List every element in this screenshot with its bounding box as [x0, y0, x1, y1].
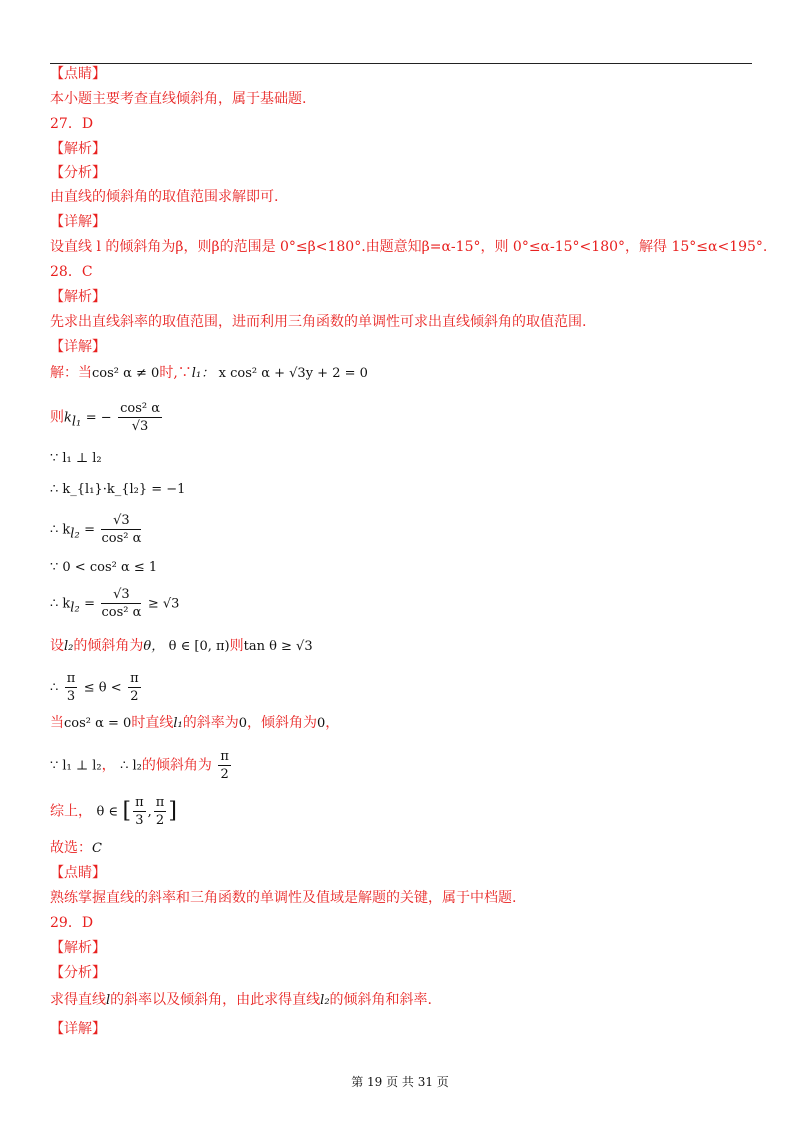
fraction: [118, 400, 162, 435]
math-expr: θ ∈ [0, π): [168, 639, 230, 654]
header-rule: [50, 63, 752, 64]
denominator: 2: [130, 689, 139, 704]
denominator: 2: [220, 767, 229, 782]
question-number: 27．D: [50, 116, 94, 132]
section-heading: 【点睛】: [50, 865, 106, 881]
math-line: [50, 400, 164, 435]
text-span: 综上，: [50, 803, 92, 820]
numerator: √3: [101, 512, 141, 530]
math-line: [50, 748, 233, 783]
math-expr: C: [92, 841, 102, 856]
text-line: 先求出直线斜率的取值范围，进而利用三角函数的单调性可求出直线倾斜角的取值范围.: [50, 314, 587, 330]
text-line: 熟练掌握直线的斜率和三角函数的单调性及值域是解题的关键，属于中档题.: [50, 890, 517, 906]
section-heading: 【详解】: [50, 339, 106, 355]
text-span: 设: [50, 638, 64, 654]
denominator: 3: [66, 689, 76, 704]
text-span: 的斜率以及倾斜角，由此求得直线: [110, 992, 321, 1008]
question-number: 28．C: [50, 264, 93, 280]
numerator: π: [130, 671, 139, 686]
math-expr: =: [84, 596, 96, 612]
fraction: [65, 670, 78, 705]
section-heading: 【分析】: [50, 165, 106, 181]
text-line: [50, 990, 432, 1011]
fraction: [101, 586, 141, 621]
numerator: π: [155, 795, 165, 810]
fraction: [133, 794, 146, 829]
math-expr: ∴ k: [50, 522, 71, 538]
text-line: 本小题主要考查直线倾斜角，属于基础题.: [50, 91, 307, 107]
math-expr: l: [106, 993, 111, 1008]
fraction: [101, 512, 141, 547]
math-expr: l₂: [320, 993, 330, 1008]
math-expr: cos² α ≠ 0: [92, 366, 160, 381]
fraction: [128, 670, 141, 705]
text-span: 时,∵: [159, 365, 192, 381]
math-expr: tan θ ≥ √3: [243, 639, 313, 654]
fraction: [218, 748, 231, 783]
math-line: [50, 794, 177, 829]
math-expr: ∴: [50, 680, 59, 696]
page-footer: 第 19 页 共 31 页: [351, 1075, 449, 1089]
math-expr: ∵ l₁ ⊥ l₂: [50, 758, 102, 774]
math-line: [50, 586, 179, 621]
math-line: [50, 512, 143, 547]
math-expr: l₂: [70, 600, 80, 616]
text-span: 当: [50, 715, 64, 731]
denominator: cos² α: [101, 605, 142, 620]
math-expr: 0: [317, 716, 326, 731]
text-span: ，: [101, 757, 116, 774]
text-line: 由直线的倾斜角的取值范围求解即可.: [50, 189, 279, 205]
text-span: 时直线: [131, 715, 174, 731]
math-line: [50, 670, 143, 705]
text-span: ，倾斜角为: [247, 715, 317, 731]
math-expr: ∴ l₂: [120, 758, 142, 774]
math-expr: cos² α = 0: [64, 716, 132, 731]
math-expr: k: [64, 410, 72, 426]
math-line: [50, 838, 102, 859]
numerator: π: [220, 749, 229, 764]
question-number: 29．D: [50, 915, 94, 931]
math-expr: l₂: [70, 526, 80, 542]
math-expr: l₁: [71, 414, 82, 430]
text-span: 的倾斜角为: [141, 757, 212, 774]
denominator: √3: [131, 419, 149, 434]
numerator: π: [135, 795, 144, 810]
math-expr: =: [84, 522, 96, 538]
bracket-open: [: [122, 798, 132, 824]
fraction: [154, 794, 167, 829]
denominator: cos² α: [101, 531, 142, 546]
comma: ,: [147, 804, 152, 820]
numerator: √3: [101, 586, 141, 604]
math-expr: ≤ θ <: [83, 680, 122, 696]
text-span: ，: [325, 715, 340, 731]
math-line: ∵ 0 < cos² α ≤ 1: [50, 560, 158, 575]
text-span: 则: [50, 409, 64, 426]
text-span: 的斜率为: [182, 715, 239, 731]
math-expr: l₁：: [191, 366, 215, 381]
math-expr: ∴ k: [50, 596, 71, 612]
text-span: 的倾斜角和斜率.: [329, 992, 432, 1008]
text-span: 求得直线: [50, 992, 106, 1008]
section-heading: 【解析】: [50, 940, 106, 956]
math-expr: l₁: [173, 716, 183, 731]
math-expr: = −: [85, 410, 112, 426]
math-expr: 0: [238, 716, 247, 731]
denominator: 3: [135, 813, 144, 828]
text-span: 解：当: [50, 365, 92, 381]
section-heading: 【详解】: [50, 214, 106, 230]
math-expr: l₂: [64, 639, 74, 654]
section-heading: 【解析】: [50, 289, 106, 305]
section-heading: 【分析】: [50, 965, 106, 981]
text-span: 的倾斜角为: [73, 638, 144, 654]
math-expr: θ ∈: [96, 804, 119, 820]
text-line: 设直线 l 的倾斜角为β，则β的范围是 0°≤β<180°.由题意知β=α-15°，则 0°≤α-15°<180°，解得 15°≤α<195°.: [50, 239, 768, 255]
math-expr: θ，: [143, 639, 165, 654]
text-span: 故选：: [50, 840, 92, 856]
numerator: π: [66, 671, 76, 686]
math-expr: x cos² α + √3y + 2 = 0: [218, 366, 368, 381]
numerator: cos² α: [120, 401, 160, 416]
math-expr: ≥ √3: [147, 596, 180, 612]
text-span: 则: [229, 638, 244, 654]
section-heading: 【点睛】: [50, 66, 106, 82]
math-line: ∴ k_{l₁}·k_{l₂} = −1: [50, 482, 186, 497]
math-line: [50, 363, 368, 384]
section-heading: 【解析】: [50, 141, 106, 157]
math-line: [50, 713, 339, 734]
math-line: ∵ l₁ ⊥ l₂: [50, 451, 102, 466]
section-heading: 【详解】: [50, 1021, 106, 1037]
math-line: [50, 636, 313, 657]
denominator: 2: [155, 813, 165, 828]
bracket-close: ]: [168, 798, 177, 824]
